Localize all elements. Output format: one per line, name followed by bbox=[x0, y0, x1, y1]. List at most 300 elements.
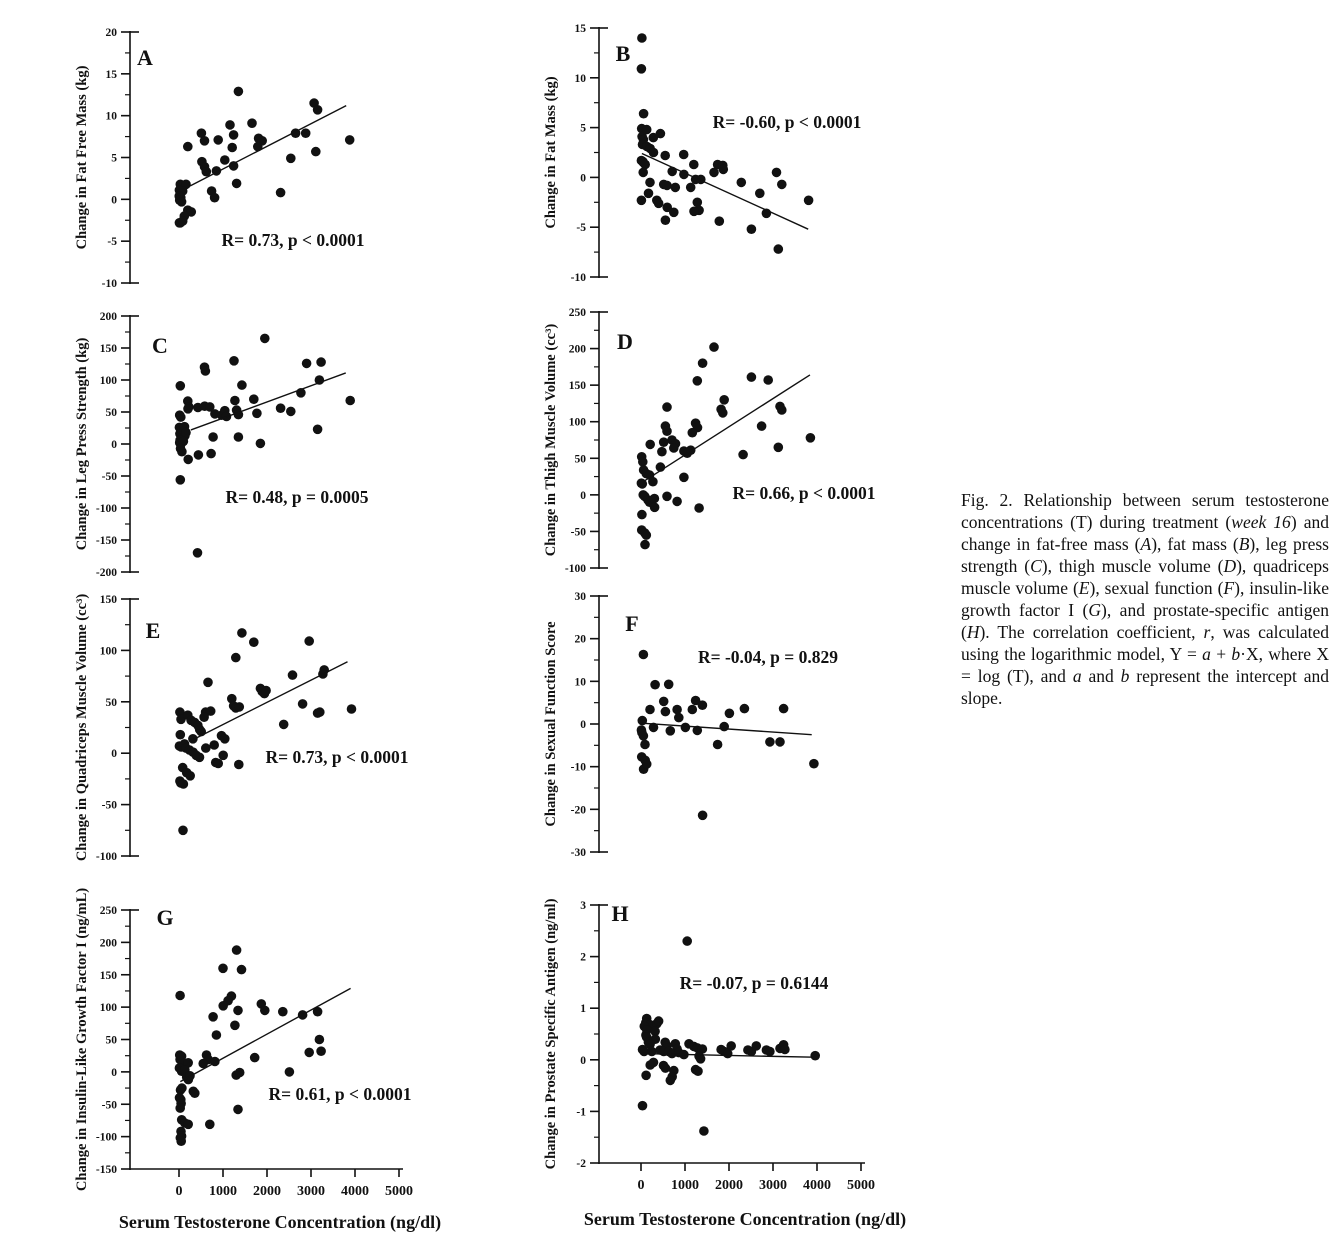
caption-text-segment: and bbox=[1081, 666, 1121, 687]
data-points bbox=[174, 87, 354, 228]
y-tick-label: 150 bbox=[99, 969, 117, 982]
data-point bbox=[188, 734, 198, 744]
y-axis bbox=[121, 315, 139, 573]
data-point bbox=[304, 1048, 314, 1058]
correlation-annotation: R= 0.73, p < 0.0001 bbox=[265, 747, 409, 767]
y-tick-label: -5 bbox=[576, 222, 586, 235]
data-point bbox=[200, 136, 210, 146]
y-axis-title: Change in Prostate Specific Antigen (ng/ml) bbox=[543, 898, 559, 1170]
x-axis bbox=[130, 1169, 403, 1177]
data-point bbox=[639, 650, 649, 660]
panel-d-chart bbox=[523, 300, 963, 592]
data-point bbox=[666, 726, 676, 736]
data-point bbox=[276, 188, 286, 198]
data-points bbox=[637, 650, 819, 820]
y-tick-label: 0 bbox=[580, 719, 586, 731]
caption-italic-segment: r bbox=[1203, 622, 1211, 643]
y-tick-label: 50 bbox=[574, 453, 586, 466]
data-point bbox=[719, 395, 729, 405]
data-point bbox=[777, 405, 787, 415]
data-point bbox=[664, 680, 674, 690]
data-point bbox=[698, 700, 708, 710]
y-tick-label: 1 bbox=[580, 1003, 586, 1016]
caption-text-segment: ), insulin-like growth factor I ( bbox=[961, 578, 1329, 621]
data-point bbox=[637, 510, 647, 520]
data-point bbox=[709, 168, 719, 178]
data-point bbox=[176, 412, 186, 422]
panel-letter: G bbox=[156, 905, 174, 930]
x-axis-title-right: Serum Testosterone Concentration (ng/dl) bbox=[583, 1209, 907, 1229]
data-point bbox=[669, 443, 679, 453]
data-point bbox=[313, 425, 323, 435]
y-tick-label: 150 bbox=[568, 380, 586, 393]
data-point bbox=[250, 1053, 260, 1063]
data-point bbox=[686, 183, 696, 193]
y-tick-label: 0 bbox=[111, 439, 117, 451]
data-point bbox=[640, 540, 650, 550]
data-point bbox=[709, 342, 719, 352]
y-tick-label: 50 bbox=[105, 407, 117, 419]
data-point bbox=[347, 704, 357, 714]
y-tick-label: -50 bbox=[101, 471, 117, 483]
data-point bbox=[747, 372, 757, 382]
data-point bbox=[647, 1047, 657, 1057]
y-tick-label: -1 bbox=[576, 1106, 586, 1119]
data-point bbox=[810, 1051, 820, 1061]
data-point bbox=[194, 450, 204, 460]
data-point bbox=[220, 155, 230, 165]
data-point bbox=[179, 779, 189, 789]
caption-text-segment: represent the intercept and slope. bbox=[961, 666, 1329, 709]
y-tick-label: 15 bbox=[574, 23, 586, 35]
caption-text-segment: ), sexual function ( bbox=[1089, 578, 1224, 599]
x-axis bbox=[599, 1163, 865, 1171]
y-tick-label: 5 bbox=[111, 152, 117, 165]
x-tick-label: 0 bbox=[175, 1184, 183, 1199]
data-point bbox=[718, 408, 728, 418]
trend-line bbox=[191, 373, 346, 430]
trend-line bbox=[193, 662, 348, 740]
data-point bbox=[311, 147, 321, 157]
data-point bbox=[740, 704, 750, 714]
y-axis bbox=[121, 598, 139, 857]
y-tick-label: 200 bbox=[568, 343, 586, 356]
data-point bbox=[210, 409, 220, 419]
data-point bbox=[693, 198, 703, 208]
data-point bbox=[206, 449, 216, 459]
y-tick-label: -10 bbox=[570, 761, 586, 774]
panel-letter: A bbox=[137, 45, 153, 70]
data-point bbox=[642, 530, 652, 540]
data-point bbox=[689, 160, 699, 170]
y-tick-label: 100 bbox=[99, 1002, 117, 1015]
y-axis-title: Change in Fat Mass (kg) bbox=[543, 76, 559, 229]
panel-c-chart bbox=[58, 300, 498, 592]
data-point bbox=[233, 1006, 243, 1016]
data-point bbox=[183, 404, 193, 414]
data-point bbox=[313, 105, 323, 115]
data-point bbox=[649, 148, 659, 158]
y-tick-label: 0 bbox=[111, 1066, 117, 1079]
data-point bbox=[699, 1126, 709, 1136]
data-point bbox=[698, 358, 708, 368]
data-point bbox=[672, 705, 682, 715]
data-point bbox=[304, 636, 314, 646]
y-axis-title: Change in Leg Press Strength (kg) bbox=[74, 337, 90, 551]
caption-italic-segment: C bbox=[1030, 556, 1042, 577]
data-points bbox=[175, 945, 326, 1146]
panel-letter: H bbox=[611, 901, 629, 926]
data-point bbox=[752, 1041, 762, 1051]
data-point bbox=[650, 680, 660, 690]
data-point bbox=[237, 380, 247, 390]
data-point bbox=[177, 447, 187, 457]
y-tick-label: 20 bbox=[105, 27, 117, 39]
data-point bbox=[682, 936, 692, 946]
data-point bbox=[661, 707, 671, 717]
data-point bbox=[662, 181, 672, 191]
data-point bbox=[650, 494, 660, 504]
y-tick-label: 0 bbox=[580, 1054, 586, 1067]
data-point bbox=[681, 723, 691, 733]
data-point bbox=[232, 945, 242, 955]
data-point bbox=[737, 178, 747, 188]
data-point bbox=[765, 1047, 775, 1057]
data-point bbox=[233, 1105, 243, 1115]
data-point bbox=[671, 183, 681, 193]
x-tick-label: 3000 bbox=[759, 1178, 787, 1193]
data-point bbox=[176, 1136, 186, 1146]
data-point bbox=[298, 699, 308, 709]
data-point bbox=[806, 433, 816, 443]
data-point bbox=[288, 670, 298, 680]
data-point bbox=[654, 199, 664, 209]
data-point bbox=[672, 497, 682, 507]
data-point bbox=[225, 120, 235, 130]
data-point bbox=[285, 1067, 295, 1077]
data-point bbox=[178, 216, 188, 226]
y-tick-label: 150 bbox=[99, 343, 117, 355]
data-point bbox=[315, 707, 325, 717]
data-point bbox=[218, 751, 228, 761]
data-point bbox=[230, 396, 240, 406]
data-point bbox=[193, 548, 203, 558]
caption-text-segment: + bbox=[1210, 644, 1232, 665]
y-tick-label: 0 bbox=[580, 172, 586, 185]
y-tick-label: 100 bbox=[568, 416, 586, 429]
data-point bbox=[201, 366, 211, 376]
data-point bbox=[649, 1058, 659, 1068]
data-point bbox=[679, 473, 689, 483]
data-point bbox=[662, 426, 672, 436]
data-point bbox=[669, 208, 679, 218]
data-point bbox=[237, 965, 247, 975]
y-tick-label: 250 bbox=[99, 905, 117, 917]
data-point bbox=[719, 165, 729, 175]
correlation-annotation: R= 0.61, p < 0.0001 bbox=[268, 1084, 412, 1104]
data-point bbox=[276, 403, 286, 413]
data-point bbox=[662, 492, 672, 502]
data-point bbox=[757, 421, 767, 431]
data-point bbox=[203, 678, 213, 688]
data-point bbox=[713, 740, 723, 750]
caption-text-segment: , was calculated using the logarithmic model, Y = bbox=[961, 622, 1330, 665]
y-axis-title: Change in Sexual Function Score bbox=[543, 621, 559, 827]
data-point bbox=[235, 702, 245, 712]
caption-italic-segment: b bbox=[1120, 666, 1130, 687]
data-point bbox=[286, 407, 296, 417]
data-point bbox=[301, 128, 311, 138]
data-point bbox=[260, 334, 270, 344]
data-point bbox=[261, 686, 271, 696]
data-point bbox=[777, 180, 787, 190]
y-tick-label: -10 bbox=[570, 272, 586, 284]
data-point bbox=[218, 1001, 228, 1011]
data-points bbox=[175, 334, 355, 558]
data-point bbox=[640, 740, 650, 750]
caption-text-segment: ) and change in fat-free mass ( bbox=[961, 512, 1329, 555]
correlation-annotation: R= 0.48, p = 0.0005 bbox=[225, 487, 369, 507]
data-point bbox=[775, 737, 785, 747]
panel-b-chart bbox=[523, 10, 963, 302]
y-tick-label: 30 bbox=[574, 591, 586, 603]
y-tick-label: -50 bbox=[570, 526, 586, 539]
data-point bbox=[774, 443, 784, 453]
caption-italic-segment: b bbox=[1231, 644, 1241, 665]
data-point bbox=[661, 1063, 671, 1073]
caption-text-segment: ). The correlation coefficient, bbox=[979, 622, 1204, 643]
y-tick-label: 100 bbox=[99, 375, 117, 387]
data-point bbox=[719, 722, 729, 732]
correlation-annotation: R= -0.60, p < 0.0001 bbox=[712, 112, 862, 132]
data-point bbox=[220, 734, 230, 744]
data-point bbox=[183, 1120, 193, 1130]
data-point bbox=[231, 653, 241, 663]
data-point bbox=[234, 87, 244, 97]
y-tick-label: -20 bbox=[570, 804, 586, 817]
data-point bbox=[661, 215, 671, 225]
y-axis bbox=[121, 909, 139, 1170]
caption-text-segment: Fig. 2. Relationship between serum testosterone concentrations (T) during treatment ( bbox=[961, 490, 1329, 533]
data-point bbox=[234, 432, 244, 442]
y-axis-title: Change in Thigh Muscle Volume (cc³) bbox=[543, 323, 559, 557]
data-point bbox=[660, 151, 670, 161]
panel-letter: C bbox=[152, 333, 168, 358]
data-point bbox=[637, 33, 647, 43]
data-point bbox=[693, 376, 703, 386]
y-tick-label: 0 bbox=[111, 194, 117, 207]
data-point bbox=[345, 135, 355, 145]
data-point bbox=[689, 207, 699, 217]
caption-italic-segment: a bbox=[1072, 666, 1082, 687]
data-point bbox=[235, 1068, 245, 1078]
data-point bbox=[642, 759, 652, 769]
data-point bbox=[698, 811, 708, 821]
y-tick-label: -100 bbox=[564, 563, 586, 575]
x-tick-label: 0 bbox=[637, 1178, 645, 1193]
figure-caption bbox=[961, 489, 1329, 709]
data-point bbox=[657, 447, 667, 457]
y-tick-label: -30 bbox=[570, 847, 586, 859]
data-point bbox=[638, 168, 648, 178]
data-point bbox=[183, 455, 193, 465]
caption-text-segment: ), thigh muscle volume ( bbox=[1041, 556, 1224, 577]
y-tick-label: 2 bbox=[580, 951, 586, 964]
data-point bbox=[201, 743, 211, 753]
data-point bbox=[747, 224, 757, 234]
caption-text-segment: ), fat mass ( bbox=[1151, 534, 1239, 555]
y-tick-label: 10 bbox=[574, 676, 586, 689]
y-tick-label: -2 bbox=[576, 1158, 586, 1170]
data-point bbox=[715, 216, 725, 226]
correlation-annotation: R= 0.73, p < 0.0001 bbox=[221, 230, 365, 250]
y-tick-label: -150 bbox=[95, 1164, 117, 1176]
data-point bbox=[725, 709, 735, 719]
data-point bbox=[209, 740, 219, 750]
data-point bbox=[195, 753, 205, 763]
caption-italic-segment: D bbox=[1223, 556, 1237, 577]
caption-italic-segment: week 16 bbox=[1231, 512, 1291, 533]
data-point bbox=[232, 179, 242, 189]
data-point bbox=[205, 1120, 215, 1130]
data-points bbox=[638, 936, 820, 1136]
data-point bbox=[230, 1021, 240, 1031]
panel-letter: F bbox=[625, 611, 639, 636]
data-point bbox=[688, 705, 698, 715]
caption-text-segment: ), leg press strength ( bbox=[961, 534, 1329, 577]
data-point bbox=[639, 731, 649, 741]
data-point bbox=[177, 1083, 187, 1093]
data-point bbox=[176, 730, 186, 740]
data-point bbox=[779, 704, 789, 714]
x-tick-label: 5000 bbox=[847, 1178, 875, 1193]
y-axis bbox=[590, 311, 608, 569]
data-point bbox=[645, 705, 655, 715]
data-point bbox=[208, 1012, 218, 1022]
y-tick-label: -100 bbox=[95, 503, 117, 515]
x-tick-label: 2000 bbox=[253, 1184, 281, 1199]
y-tick-label: -150 bbox=[95, 535, 117, 547]
data-point bbox=[638, 1101, 648, 1111]
data-point bbox=[302, 359, 312, 369]
data-point bbox=[638, 457, 648, 467]
caption-italic-segment: E bbox=[1078, 578, 1090, 599]
y-tick-label: -200 bbox=[95, 567, 117, 579]
y-tick-label: 0 bbox=[580, 489, 586, 502]
y-tick-label: 150 bbox=[99, 594, 117, 606]
data-points bbox=[637, 342, 816, 549]
panel-g-chart bbox=[58, 887, 498, 1223]
y-tick-label: 250 bbox=[568, 307, 586, 319]
y-tick-label: 10 bbox=[105, 110, 117, 123]
data-point bbox=[237, 628, 247, 638]
data-points bbox=[637, 33, 814, 254]
data-point bbox=[315, 1035, 325, 1045]
data-point bbox=[260, 1006, 270, 1016]
data-point bbox=[227, 143, 237, 153]
data-point bbox=[190, 1088, 200, 1098]
y-tick-label: 10 bbox=[574, 72, 586, 85]
y-axis bbox=[590, 595, 608, 853]
y-axis-title: Change in Fat Free Mass (kg) bbox=[74, 65, 90, 250]
data-point bbox=[345, 396, 355, 406]
data-point bbox=[650, 503, 660, 513]
x-tick-label: 3000 bbox=[297, 1184, 325, 1199]
caption-text-segment: ), quadriceps muscle volume ( bbox=[961, 556, 1329, 599]
data-point bbox=[278, 1007, 288, 1017]
y-tick-label: 200 bbox=[99, 937, 117, 950]
data-point bbox=[694, 503, 704, 513]
panel-letter: D bbox=[617, 329, 633, 354]
data-point bbox=[229, 130, 239, 140]
data-point bbox=[176, 381, 186, 391]
y-tick-label: 3 bbox=[580, 900, 586, 912]
data-point bbox=[249, 394, 259, 404]
data-point bbox=[175, 991, 185, 1001]
data-point bbox=[252, 409, 262, 419]
caption-italic-segment: G bbox=[1088, 600, 1102, 621]
data-point bbox=[213, 759, 223, 769]
correlation-annotation: R= 0.66, p < 0.0001 bbox=[732, 483, 876, 503]
data-point bbox=[780, 1045, 790, 1055]
trend-line bbox=[190, 106, 346, 186]
y-tick-label: -50 bbox=[101, 1099, 117, 1112]
y-tick-label: 200 bbox=[99, 311, 117, 323]
x-tick-label: 2000 bbox=[715, 1178, 743, 1193]
data-point bbox=[177, 197, 187, 207]
y-axis bbox=[590, 27, 608, 278]
data-point bbox=[183, 142, 193, 152]
data-point bbox=[654, 1016, 664, 1026]
data-point bbox=[649, 133, 659, 143]
x-tick-label: 1000 bbox=[671, 1178, 699, 1193]
data-point bbox=[738, 450, 748, 460]
data-point bbox=[279, 720, 289, 730]
data-point bbox=[755, 189, 765, 199]
y-tick-label: 0 bbox=[111, 748, 117, 761]
y-tick-label: 100 bbox=[99, 645, 117, 658]
y-tick-label: 50 bbox=[105, 1034, 117, 1047]
data-point bbox=[637, 64, 647, 74]
x-tick-label: 4000 bbox=[803, 1178, 831, 1193]
data-point bbox=[641, 1071, 651, 1081]
data-point bbox=[247, 118, 257, 128]
data-point bbox=[666, 1076, 676, 1086]
data-point bbox=[178, 826, 188, 836]
data-point bbox=[181, 428, 191, 438]
panel-e-chart bbox=[58, 585, 498, 877]
panel-f-chart bbox=[523, 585, 963, 877]
x-tick-label: 5000 bbox=[385, 1184, 413, 1199]
data-point bbox=[659, 697, 669, 707]
data-point bbox=[809, 759, 819, 769]
data-point bbox=[234, 760, 244, 770]
y-tick-label: -100 bbox=[95, 1131, 117, 1144]
data-point bbox=[213, 135, 223, 145]
caption-italic-segment: A bbox=[1140, 534, 1152, 555]
caption-text-segment: ), and prostate-specific antigen ( bbox=[961, 600, 1329, 643]
y-tick-label: 15 bbox=[105, 68, 117, 81]
y-tick-label: 5 bbox=[580, 122, 586, 135]
correlation-annotation: R= -0.04, p = 0.829 bbox=[697, 647, 839, 667]
data-point bbox=[199, 712, 209, 722]
data-point bbox=[774, 244, 784, 254]
data-points bbox=[175, 628, 357, 835]
data-point bbox=[726, 1041, 736, 1051]
data-point bbox=[674, 713, 684, 723]
data-point bbox=[218, 964, 228, 974]
data-point bbox=[286, 154, 296, 164]
